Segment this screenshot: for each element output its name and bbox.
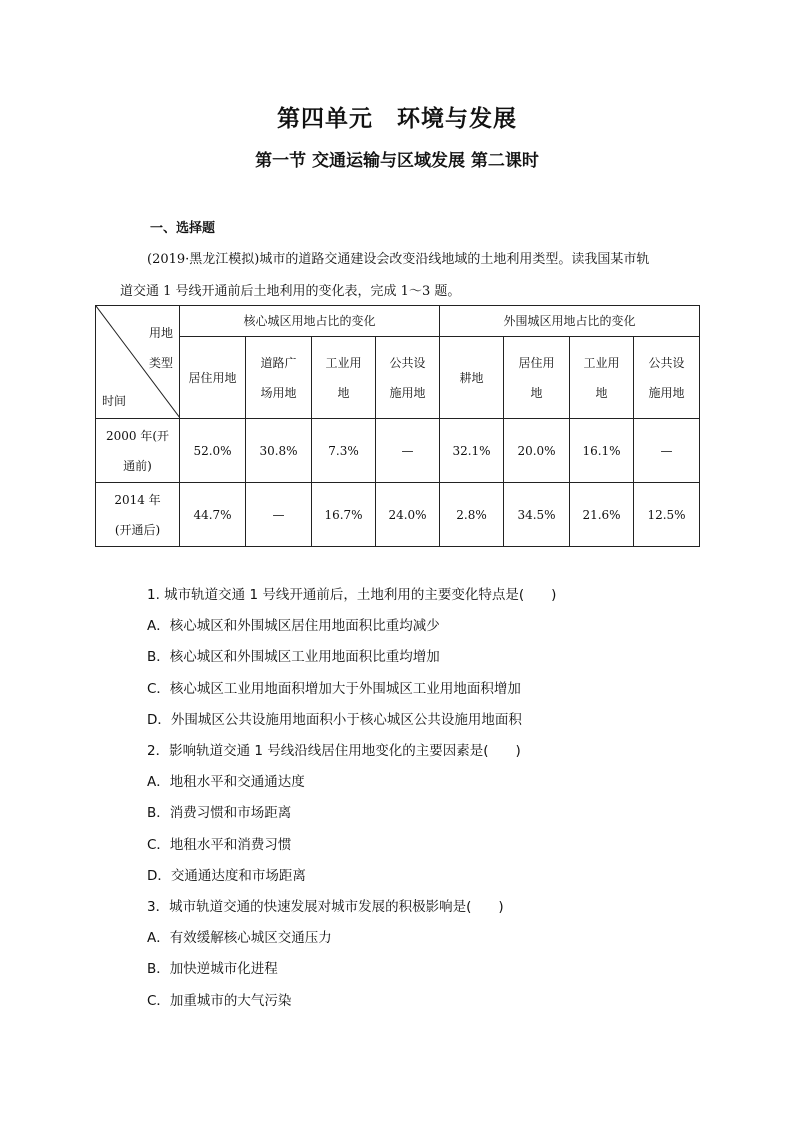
table-value-cell: — [634,419,700,483]
subheader-text: 地 [595,385,608,400]
question-stem: 2．影响轨道交通 1 号线沿线居住用地变化的主要因素是( ) [147,743,521,759]
table-value-cell: 16.7% [312,483,376,547]
table-corner-cell [96,306,180,419]
answer-option: B．核心城区和外围城区工业用地面积比重均增加 [147,649,440,666]
answer-option: A．核心城区和外围城区居住用地面积比重均减少 [147,618,440,635]
answer-option: C．加重城市的大气污染 [147,992,292,1009]
group-header-core: 核心城区用地占比的变化 [180,306,440,337]
corner-label-land: 用地 [148,326,173,340]
table-value-cell: 24.0% [376,483,440,547]
page-title: 第四单元 环境与发展 [277,105,517,132]
intro-line-2: 道交通 1 号线开通前后土地利用的变化表，完成 1～3 题。 [120,284,461,299]
subheader-text: 公共设 [648,355,685,370]
corner-label-type: 类型 [148,356,173,370]
section-heading: 一、选择题 [150,221,216,236]
page-subtitle: 第一节 交通运输与区域发展 第二课时 [255,151,539,171]
subheader-text: 施用地 [648,385,685,400]
subheader-text: 地 [337,385,350,400]
table-value-cell: 30.8% [246,419,312,483]
answer-option: D．交通通达度和市场距离 [147,867,306,884]
subheader-cell [246,337,312,419]
answer-option: A．有效缓解核心城区交通压力 [147,930,332,947]
table-value-cell: — [376,419,440,483]
intro-line-1: (2019·黑龙江模拟)城市的道路交通建设会改变沿线地域的土地利用类型。读我国某市轨 [147,252,650,267]
table-value-cell: — [246,483,312,547]
subheader-cell [376,337,440,419]
corner-label-time: 时间 [102,394,127,408]
question-stem: 3．城市轨道交通的快速发展对城市发展的积极影响是( ) [147,899,504,915]
subheader-text: 道路广 [260,355,297,370]
group-header-outer: 外围城区用地占比的变化 [440,306,700,337]
subheader-text: 公共设 [389,355,426,370]
land-use-table [95,305,700,547]
table-value-cell: 16.1% [570,419,634,483]
table-value-cell: 44.7% [180,483,246,547]
table-value-cell: 7.3% [312,419,376,483]
subheader-cell [180,337,246,419]
subheader-text: 地 [530,385,543,400]
table-value-cell: 21.6% [570,483,634,547]
subheader-text: 施用地 [389,385,426,400]
table-value-cell: 32.1% [440,419,504,483]
subheader-cell [312,337,376,419]
subheader-text: 工业用 [325,355,362,370]
subheader-cell [634,337,700,419]
row-label-text: 2000 年(开 [105,428,170,443]
subheader-cell [570,337,634,419]
question-stem: 1. 城市轨道交通 1 号线开通前后，土地利用的主要变化特点是( ) [147,587,557,603]
answer-option: D．外围城区公共设施用地面积小于核心城区公共设施用地面积 [147,711,522,728]
row-label-cell [96,419,180,483]
row-label-text: 通前) [123,458,152,473]
table-value-cell: 2.8% [440,483,504,547]
answer-option: C．地租水平和消费习惯 [147,836,292,853]
table-value-cell: 34.5% [504,483,570,547]
table-value-cell: 20.0% [504,419,570,483]
row-label-cell [96,483,180,547]
subheader-text: 居住用 [518,355,555,370]
table-value-cell: 52.0% [180,419,246,483]
subheader-cell [440,337,504,419]
answer-option: B．消费习惯和市场距离 [147,805,292,822]
answer-option: A．地租水平和交通通达度 [147,774,305,791]
row-label-text: 2014 年 [114,492,161,507]
answer-option: C．核心城区工业用地面积增加大于外围城区工业用地面积增加 [147,680,521,697]
table-value-cell: 12.5% [634,483,700,547]
subheader-text: 工业用 [583,355,620,370]
subheader-cell [504,337,570,419]
row-label-text: (开通后) [114,522,161,537]
subheader-text: 耕地 [459,370,484,385]
subheader-text: 居住用地 [188,370,237,385]
answer-option: B．加快逆城市化进程 [147,961,278,978]
subheader-text: 场用地 [260,385,297,400]
